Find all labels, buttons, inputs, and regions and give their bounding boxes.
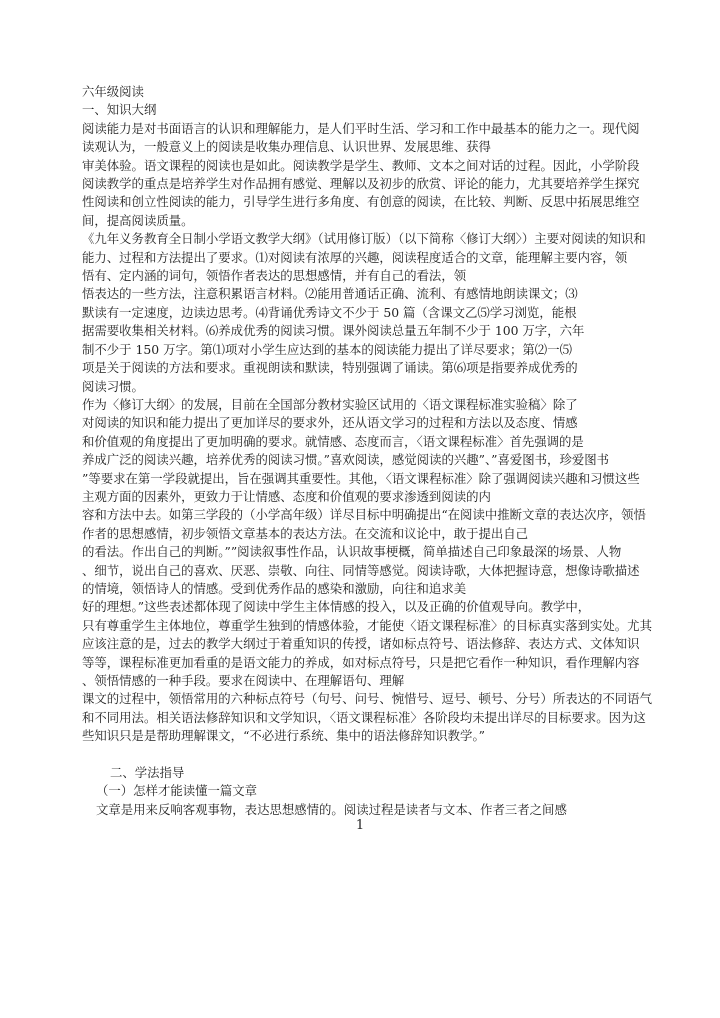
paragraph-line: 的看法。作出自己的判断。””阅读叙事性作品，认识故事梗概，简单描述自己印象最深的场景、人物	[82, 544, 622, 560]
paragraph-line: 悟有、定内涵的词句，领悟作者表达的思想感情，并有自己的看法，领	[82, 268, 467, 284]
paragraph-line: 项是关于阅读的方法和要求。重视朗读和默读，特别强调了诵读。第⑹项是指要养成优秀的	[82, 360, 578, 376]
paragraph-line: 阅读能力是对书面语言的认识和理解能力，是人们平时生活、学习和工作中最基本的能力之一。现代阅	[82, 120, 640, 136]
paragraph-line: 能力、过程和方法提出了要求。⑴对阅读有浓厚的兴趣，阅读程度适合的文章，能理解主要内容，领	[82, 249, 628, 265]
paragraph-line: 的情境，领悟诗人的情感。受到优秀作品的感染和激励，向往和追求美	[82, 580, 467, 596]
paragraph-line: 间，提高阅读质量。	[82, 212, 194, 228]
paragraph-line: 性阅读和创立性阅读的能力，引导学生进行多角度、有创意的阅读，在比较、判断、反思中拓展思维空	[82, 194, 640, 210]
section-heading-knowledge-outline: 一、知识大纲	[82, 102, 157, 118]
paragraph-line: 主观方面的因素外，更致力于让情感、态度和价值观的要求渗透到阅读的内	[82, 488, 491, 504]
paragraph-line: 课文的过程中，领悟常用的六种标点符号（句号、问号、惋惜号、逗号、顿号、分号）所表达的不同语气	[82, 691, 652, 707]
document-title: 六年级阅读	[82, 84, 144, 99]
paragraph-line: 悟表达的一些方法，注意积累语言材料。⑵能用普通话正确、流利、有感情地朗读课文；⑶	[82, 286, 578, 302]
paragraph-line: 些知识只是是帮助理解课文，“不必进行系统、集中的语法修辞知识教学。”	[82, 728, 485, 744]
paragraph-line: 等等，课程标准更加看重的是语文能力的养成，如对标点符号，只是把它看作一种知识，看作理解内容	[82, 654, 640, 670]
paragraph-line: 文章是用来反响客观事物，表达思想感情的。阅读过程是读者与文本、作者三者之间感	[96, 801, 567, 817]
paragraph-line: 对阅读的知识和能力提出了更加详尽的要求外，还从语文学习的过程和方法以及态度、情感	[82, 415, 578, 431]
page-number: 1	[355, 818, 365, 833]
paragraph-line: 和不同用法。相关语法修辞知识和文学知识，〈语文课程标准〉各阶段均未提出详尽的目标要求。因为这	[82, 709, 646, 725]
paragraph-line: 容和方法中去。如第三学段的（小学高年级）详尽目标中明确提出“在阅读中推断文章的表达次序，领悟	[82, 507, 646, 523]
paragraph-line: ”等要求在第一学段就提出，旨在强调其重要性。其他，〈语文课程标准〉除了强调阅读兴趣和习惯这些	[82, 470, 640, 486]
paragraph-line: 和价值观的角度提出了更加明确的要求。就情感、态度而言，〈语文课程标准〉首先强调的是	[82, 433, 584, 449]
document-body	[82, 83, 682, 819]
paragraph-line: 作者的思想感情，初步领悟文章基本的表达方法。在交流和议论中，敢于提出自己	[82, 525, 529, 541]
paragraph-line: 读观认为，一般意义上的阅读是收集办理信息、认识世界、发展思维、获得	[82, 139, 491, 155]
paragraph-line: 好的理想。”这些表述都体现了阅读中学生主体情感的投入，以及正确的价值观导向。教学中，	[82, 599, 591, 615]
paragraph-line: 阅读教学的重点是培养学生对作品拥有感觉、理解以及初步的欣赏、评论的能力，尤其要培养学生探究	[82, 176, 640, 192]
paragraph-line: 阅读习惯。	[82, 378, 144, 394]
paragraph-line: 默读有一定速度，边读边思考。⑷背诵优秀诗文不少于 50 篇（含课文乙⑸学习浏览，能根	[82, 304, 577, 320]
blank-line	[82, 746, 682, 764]
paragraph-line: 养成广泛的阅读兴趣，培养优秀的阅读习惯。”喜欢阅读，感觉阅读的兴趣”、”喜爱图书，珍爱图书	[82, 452, 610, 468]
paragraph-line: 应该注意的是，过去的教学大纲过于着重知识的传授，诸如标点符号、语法修辞、表达方式、文体知识	[82, 636, 640, 652]
subsection-heading-reading-an-article: （一）怎样才能读懂一篇文章	[96, 783, 258, 799]
paragraph-line: 作为〈修订大纲〉的发展，目前在全国部分教材实验区试用的〈语文课程标准实验稿〉除了	[82, 396, 578, 412]
paragraph-line: 、细节，说出自己的喜欢、厌恶、崇敬、向往、同情等感觉。阅读诗歌，大体把握诗意，想像诗歌描述	[82, 562, 640, 578]
section-knowledge-outline-body	[82, 120, 682, 746]
paragraph-line: 只有尊重学生主体地位，尊重学生独到的情感体验，才能使〈语文课程标准〉的目标真实落到实处。尤其	[82, 617, 652, 633]
paragraph-line: 审美体验。语文课程的阅读也是如此。阅读教学是学生、教师、文本之间对话的过程。因此，小学阶段	[82, 157, 640, 173]
section-heading-study-guide: 二、学法指导	[110, 765, 185, 781]
paragraph-line: 《九年义务教育全日制小学语文教学大纲》（试用修订版）（以下简称〈修订大纲〉）主要对阅读的知识和	[82, 231, 646, 247]
paragraph-line: 、领悟情感的一种手段。要求在阅读中、在理解语句、理解	[82, 673, 405, 688]
paragraph-line: 据需要收集相关材料。⑹养成优秀的阅读习惯。课外阅读总量五年制不少于 100 万字，六年	[82, 323, 585, 339]
paragraph-line: 制不少于 150 万字。第⑴项对小学生应达到的基本的阅读能力提出了详尽要求；第⑵一⑸	[82, 341, 572, 357]
